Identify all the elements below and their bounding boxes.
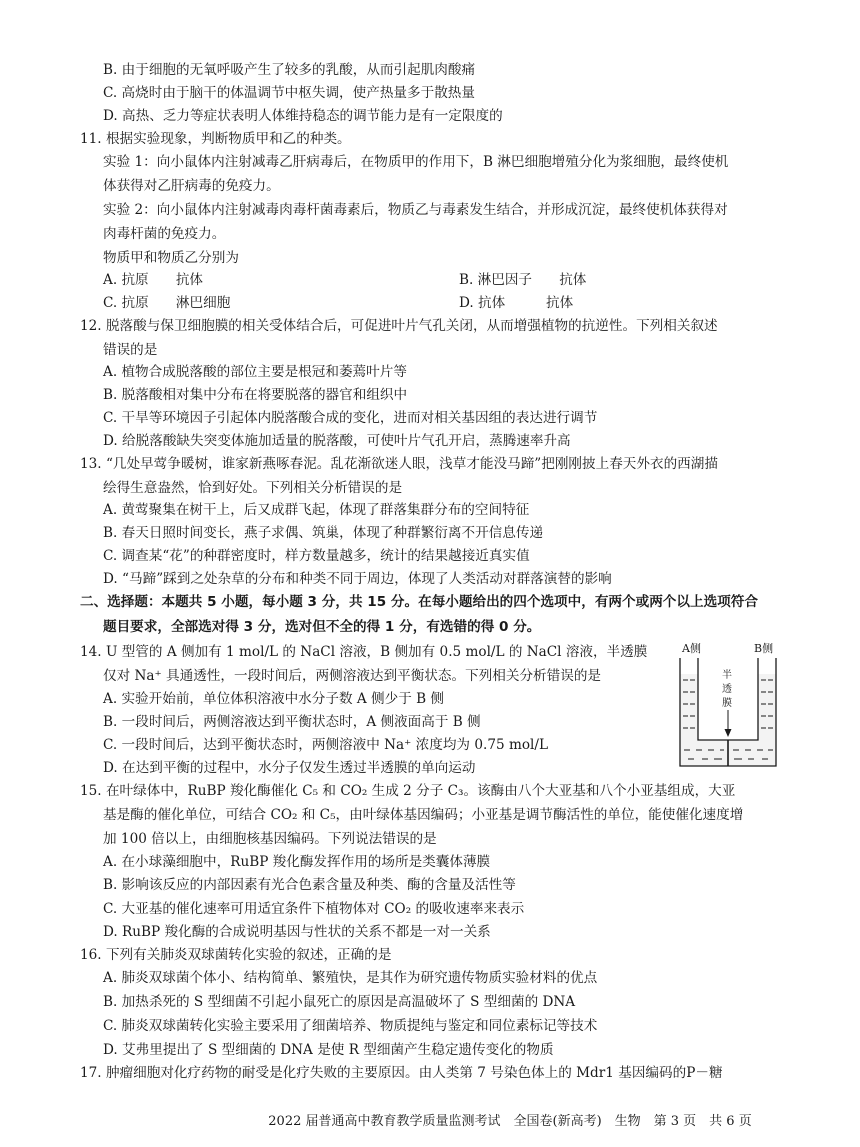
q15-option-c: C. 大亚基的催化速率可用适宜条件下植物体对 CO₂ 的吸收速率来表示	[103, 901, 525, 917]
q17-stem-line1: 17. 肿瘤细胞对化疗药物的耐受是化疗失败的主要原因。由人类第 7 号染色体上的 Mdr1 基因编码的P－糖	[80, 1065, 723, 1081]
q13-stem-line2: 绘得生意盎然，恰到好处。下列相关分析错误的是	[103, 480, 403, 496]
q11-option-d: D. 抗体 抗体	[459, 295, 574, 311]
q12-option-a: A. 植物合成脱落酸的部位主要是根冠和萎蔫叶片等	[103, 364, 407, 380]
fig-membrane-label-1: 半	[722, 670, 732, 681]
q11-option-c: C. 抗原 淋巴细胞	[103, 295, 231, 311]
q10-option-d: D. 高热、乏力等症状表明人体维持稳态的调节能力是有一定限度的	[103, 108, 503, 124]
q12-option-c: C. 干旱等环境因子引起体内脱落酸合成的变化，进而对相关基因组的表达进行调节	[103, 410, 598, 426]
q13-stem-line1: 13. “几处早莺争暖树，谁家新燕啄春泥。乱花渐欲迷人眼，浅草才能没马蹄”把刚刚披上春天外衣的西湖描	[80, 456, 718, 472]
q14-stem-line2: 仅对 Na⁺ 具通透性，一段时间后，两侧溶液达到平衡状态。下列相关分析错误的是	[103, 668, 602, 684]
q11-option-b: B. 淋巴因子 抗体	[459, 272, 587, 288]
q16-option-b: B. 加热杀死的 S 型细菌不引起小鼠死亡的原因是高温破坏了 S 型细菌的 DNA	[103, 994, 576, 1010]
q11-exp2-line2: 肉毒杆菌的免疫力。	[103, 226, 226, 242]
fig-label-b-side: B侧	[754, 642, 774, 655]
page-footer: 2022 届普通高中教育教学质量监测考试 全国卷(新高考) 生物 第 3 页 共 6 页	[268, 1114, 752, 1129]
q15-stem-line3: 加 100 倍以上，由细胞核基因编码。下列说法错误的是	[103, 831, 437, 847]
q15-option-a: A. 在小球藻细胞中，RuBP 羧化酶发挥作用的场所是类囊体薄膜	[103, 854, 491, 870]
q14-option-d: D. 在达到平衡的过程中，水分子仅发生透过半透膜的单向运动	[103, 760, 476, 776]
q12-stem-line2: 错误的是	[103, 342, 158, 358]
q10-option-b: B. 由于细胞的无氧呼吸产生了较多的乳酸，从而引起肌肉酸痛	[103, 62, 476, 78]
q15-option-d: D. RuBP 羧化酶的合成说明基因与性状的关系不都是一对一关系	[103, 924, 491, 940]
q11-exp1-line2: 体获得对乙肝病毒的免疫力。	[103, 178, 280, 194]
q13-option-b: B. 春天日照时间变长，燕子求偶、筑巢，体现了种群繁衍离不开信息传递	[103, 525, 544, 541]
q11-exp2-line1: 实验 2：向小鼠体内注射减毒肉毒杆菌毒素后，物质乙与毒素发生结合，并形成沉淀，最终使机体获得对	[103, 202, 728, 218]
q12-option-d: D. 给脱落酸缺失突变体施加适量的脱落酸，可使叶片气孔开启，蒸腾速率升高	[103, 433, 571, 449]
membrane-arrow-icon	[725, 710, 732, 737]
fig-membrane-label-2: 透	[722, 684, 732, 695]
q13-option-c: C. 调查某“花”的种群密度时，样方数量越多，统计的结果越接近真实值	[103, 548, 530, 564]
q14-option-b: B. 一段时间后，两侧溶液达到平衡状态时，A 侧液面高于 B 侧	[103, 714, 481, 730]
q16-option-a: A. 肺炎双球菌个体小、结构简单、繁殖快，是其作为研究遗传物质实验材料的优点	[103, 970, 598, 986]
q14-option-c: C. 一段时间后，达到平衡状态时，两侧溶液中 Na⁺ 浓度均为 0.75 mol/L	[103, 737, 548, 753]
q13-option-d: D. “马蹄”踩到之处杂草的分布和种类不同于周边，体现了人类活动对群落演替的影响	[103, 571, 612, 587]
fig-label-a-side: A侧	[682, 642, 701, 655]
q14-stem-line1: 14. U 型管的 A 侧加有 1 mol/L 的 NaCl 溶液，B 侧加有 0.5 mol/L 的 NaCl 溶液，半透膜	[80, 644, 648, 660]
q10-option-c: C. 高烧时由于脑干的体温调节中枢失调，使产热量多于散热量	[103, 85, 475, 101]
u-tube-figure	[676, 640, 780, 774]
q12-stem-line1: 12. 脱落酸与保卫细胞膜的相关受体结合后，可促进叶片气孔关闭，从而增强植物的抗逆性。下列相关叙述	[80, 318, 718, 334]
q14-option-a: A. 实验开始前，单位体积溶液中水分子数 A 侧少于 B 侧	[103, 691, 445, 707]
q15-stem-line2: 基是酶的催化单位，可结合 CO₂ 和 C₅，由叶绿体基因编码；小亚基是调节酶活性的单位，能使催化速度增	[103, 807, 744, 823]
q11-exp1-line1: 实验 1：向小鼠体内注射减毒乙肝病毒后，在物质甲的作用下，B 淋巴细胞增殖分化为浆细胞，最终使机	[103, 154, 729, 170]
section2-heading-line1: 二、选择题：本题共 5 小题，每小题 3 分，共 15 分。在每小题给出的四个选项中，有两个或两个以上选项符合	[80, 594, 758, 610]
q16-stem: 16. 下列有关肺炎双球菌转化实验的叙述，正确的是	[80, 947, 392, 963]
q16-option-d: D. 艾弗里提出了 S 型细菌的 DNA 是使 R 型细菌产生稳定遗传变化的物质	[103, 1042, 554, 1058]
q16-option-c: C. 肺炎双球菌转化实验主要采用了细菌培养、物质提纯与鉴定和同位素标记等技术	[103, 1018, 598, 1034]
q11-ask: 物质甲和物质乙分别为	[103, 250, 239, 266]
q12-option-b: B. 脱落酸相对集中分布在将要脱落的器官和组织中	[103, 387, 408, 403]
q11-stem: 11. 根据实验现象，判断物质甲和乙的种类。	[80, 131, 351, 147]
q15-stem-line1: 15. 在叶绿体中，RuBP 羧化酶催化 C₅ 和 CO₂ 生成 2 分子 C₃。该酶由八个大亚基和八个小亚基组成，大亚	[80, 783, 736, 799]
q15-option-b: B. 影响该反应的内部因素有光合色素含量及种类、酶的含量及活性等	[103, 877, 516, 893]
q13-option-a: A. 黄莺聚集在树干上，后又成群飞起，体现了群落集群分布的空间特征	[103, 502, 530, 518]
fig-membrane-label-3: 膜	[722, 698, 732, 709]
q11-option-a: A. 抗原 抗体	[103, 272, 204, 288]
section2-heading-line2: 题目要求，全部选对得 3 分，选对但不全的得 1 分，有选错的得 0 分。	[103, 619, 541, 635]
